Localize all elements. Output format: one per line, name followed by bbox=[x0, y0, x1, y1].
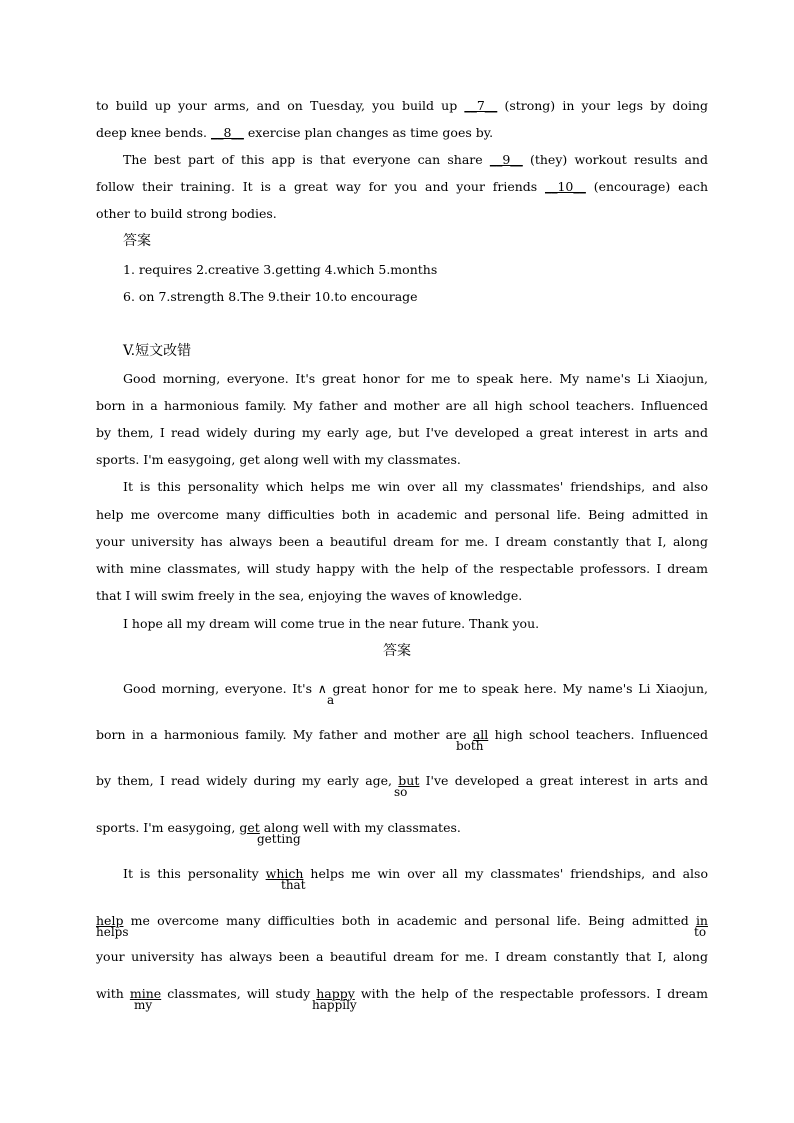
answer-row: 1. requires 2.creative 3.getting 4.which 5.months bbox=[123, 262, 438, 277]
correction-word: to bbox=[694, 925, 707, 939]
answer-row: 6. on 7.strength 8.The 9.their 10.to encourage bbox=[123, 289, 418, 304]
correction-word: my bbox=[134, 998, 153, 1012]
essay-line: sports. I'm easygoing, get along well with my classmates. bbox=[96, 452, 461, 467]
correction-word: a bbox=[327, 693, 335, 707]
corrected-line: help me overcome many difficulties both in academic and personal life. Being admitted in helps to bbox=[96, 913, 708, 939]
error-word: help bbox=[96, 913, 124, 928]
corrected-line: sports. I'm easygoing, get along well with my classmates. getting bbox=[96, 820, 461, 846]
essay-line: I hope all my dream will come true in the near future. Thank you. bbox=[123, 616, 540, 631]
error-word: mine bbox=[129, 986, 162, 1001]
blank-9: __9__ bbox=[489, 152, 523, 167]
corrected-line: It is this personality which helps me win over all my classmates' friendships, and also that bbox=[123, 866, 708, 892]
error-word: but bbox=[398, 773, 420, 788]
essay-line: born in a harmonious family. My father and mother are all high school teachers. Influenced bbox=[96, 398, 708, 413]
section-heading: V.短文改错 bbox=[123, 343, 192, 359]
corrected-line: your university has always been a beautiful dream for me. I dream constantly that I, along bbox=[96, 949, 708, 964]
blank-10: __10__ bbox=[544, 179, 586, 194]
error-word: happy bbox=[316, 986, 355, 1001]
correction-word: both bbox=[456, 739, 484, 753]
correction-word: getting bbox=[257, 832, 301, 846]
blank-8: __8__ bbox=[210, 125, 244, 140]
passage-line: deep knee bends. __8__ exercise plan changes as time goes by. bbox=[96, 125, 494, 140]
essay-line: help me overcome many difficulties both in academic and personal life. Being admitted in bbox=[96, 507, 708, 522]
essay-line: by them, I read widely during my early age, but I've developed a great interest in arts and bbox=[96, 425, 708, 440]
answer-label: 答案 bbox=[383, 643, 411, 659]
error-word: all bbox=[472, 727, 489, 742]
corrected-line: born in a harmonious family. My father and mother are all high school teachers. Influenced both bbox=[96, 727, 708, 753]
error-word: get bbox=[239, 820, 260, 835]
corrected-line: with mine classmates, will study happy with the help of the respectable professors. I dream my happily bbox=[96, 986, 708, 1012]
passage-line: follow their training. It is a great way for you and your friends __10__ (encourage) each bbox=[96, 179, 708, 194]
essay-line: It is this personality which helps me win over all my classmates' friendships, and also bbox=[123, 479, 708, 494]
answer-label: 答案 bbox=[123, 233, 151, 249]
passage-line: other to build strong bodies. bbox=[96, 206, 277, 221]
passage-line: The best part of this app is that everyone can share __9__ (they) workout results and bbox=[123, 152, 708, 167]
essay-line: with mine classmates, will study happy with the help of the respectable professors. I dream bbox=[96, 561, 708, 576]
corrected-line: Good morning, everyone. It's ∧ great honor for me to speak here. My name's Li Xiaojun, a bbox=[123, 681, 709, 707]
correction-word: that bbox=[281, 878, 306, 892]
correction-word: helps bbox=[96, 925, 129, 939]
error-word: which bbox=[265, 866, 304, 881]
error-word: in bbox=[695, 913, 708, 928]
insert-caret: ∧ bbox=[317, 681, 327, 696]
essay-line: Good morning, everyone. It's great honor for me to speak here. My name's Li Xiaojun, bbox=[123, 371, 708, 386]
blank-7: __7__ bbox=[464, 98, 498, 113]
correction-word: so bbox=[394, 785, 408, 799]
passage-line: to build up your arms, and on Tuesday, you build up __7__ (strong) in your legs by doing bbox=[96, 98, 708, 113]
correction-word: happily bbox=[312, 998, 357, 1012]
corrected-line: by them, I read widely during my early age, but I've developed a great interest in arts and so bbox=[96, 773, 709, 799]
essay-line: that I will swim freely in the sea, enjoying the waves of knowledge. bbox=[96, 588, 523, 603]
essay-line: your university has always been a beautiful dream for me. I dream constantly that I, along bbox=[96, 534, 708, 549]
